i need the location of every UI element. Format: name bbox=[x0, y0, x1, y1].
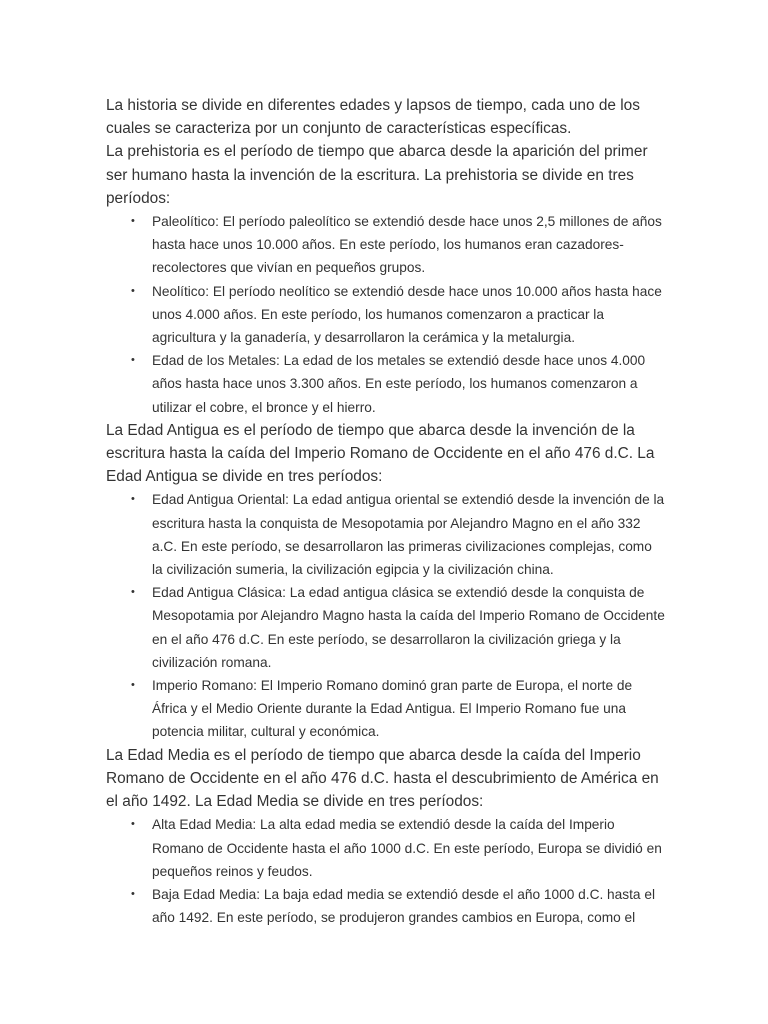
list-item-text: Baja Edad Media: La baja edad media se extendió desde el año 1000 d.C. hasta el año 1492. En este período, se produjeron grandes cambios en Europa, como el bbox=[152, 886, 655, 926]
bullet-icon: • bbox=[131, 887, 135, 900]
list-item-text: Edad Antigua Clásica: La edad antigua clásica se extendió desde la conquista de Mesopotamia por Alejandro Magno hasta la caída del Imperio Romano de Occidente en el año 476 d.C. En este período, se desarrollaron la civilización griega y la civilización romana. bbox=[152, 585, 665, 670]
list-item-text: Alta Edad Media: La alta edad media se extendió desde la caída del Imperio Romano de Occidente hasta el año 1000 d.C. En este período, Europa se dividió en pequeños reinos y feudos. bbox=[152, 817, 662, 879]
bullet-icon: • bbox=[131, 284, 135, 297]
list-item-text: Neolítico: El período neolítico se extendió desde hace unos 10.000 años hasta hace unos 4.000 años. En este período, los humanos comenzaron a practicar la agricultura y la ganadería, y desarrollaron la cerámica y la metalurgia. bbox=[152, 283, 662, 346]
bullet-icon: • bbox=[131, 493, 135, 506]
list-item-text: Imperio Romano: El Imperio Romano dominó gran parte de Europa, el norte de África y el Medio Oriente durante la Edad Antigua. El Imperio Romano fue una potencia militar, cultural y económica. bbox=[152, 678, 633, 740]
media-paragraph: La Edad Media es el período de tiempo que abarca desde la caída del Imperio Romano de Occidente en el año 476 d.C. hasta el descubrimiento de América en el año 1492. La Edad Media se divide en tres períodos: bbox=[106, 746, 659, 811]
list-item bbox=[131, 488, 666, 581]
bullet-icon: • bbox=[131, 818, 135, 831]
list-item-text: Edad Antigua Oriental: La edad antigua oriental se extendió desde la invención de la escritura hasta la conquista de Mesopotamia por Alejandro Magno en el año 332 a.C. En este período, se desarrollaron las primeras civilizaciones complejas, como la civilización sumeria, la civilización egipcia y la civilización china. bbox=[152, 492, 665, 578]
list-item bbox=[131, 674, 666, 744]
bullet-icon: • bbox=[131, 215, 135, 228]
list-item-text: Paleolítico: El período paleolítico se extendió desde hace unos 2,5 millones de años hasta hace unos 10.000 años. En este período, los humanos eran cazadores-recolectores que vivían en pequeños grupos. bbox=[152, 214, 662, 276]
list-item bbox=[131, 813, 666, 883]
list-item bbox=[131, 581, 666, 674]
list-item bbox=[131, 349, 666, 419]
list-item bbox=[131, 280, 666, 350]
prehistoria-list bbox=[106, 210, 666, 419]
prehistoria-paragraph: La prehistoria es el período de tiempo que abarca desde la aparición del primer ser humano hasta la invención de la escritura. La prehistoria se divide en tres períodos: bbox=[106, 143, 648, 207]
antigua-list bbox=[106, 488, 666, 743]
bullet-icon: • bbox=[131, 679, 135, 692]
bullet-icon: • bbox=[131, 354, 135, 367]
antigua-paragraph: La Edad Antigua es el período de tiempo que abarca desde la invención de la escritura hasta la caída del Imperio Romano de Occidente en el año 476 d.C. La Edad Antigua se divide en tres períodos: bbox=[106, 421, 655, 486]
list-item bbox=[131, 210, 666, 280]
document-page bbox=[106, 94, 666, 929]
intro-paragraph: La historia se divide en diferentes edades y lapsos de tiempo, cada uno de los cuales se caracteriza por un conjunto de características específicas. bbox=[106, 97, 640, 138]
list-item-text: Edad de los Metales: La edad de los metales se extendió desde hace unos 4.000 años hasta hace unos 3.300 años. En este período, los humanos comenzaron a utilizar el cobre, el bronce y el hierro. bbox=[152, 353, 646, 415]
media-list bbox=[106, 813, 666, 929]
list-item bbox=[131, 883, 666, 929]
bullet-icon: • bbox=[131, 586, 135, 599]
